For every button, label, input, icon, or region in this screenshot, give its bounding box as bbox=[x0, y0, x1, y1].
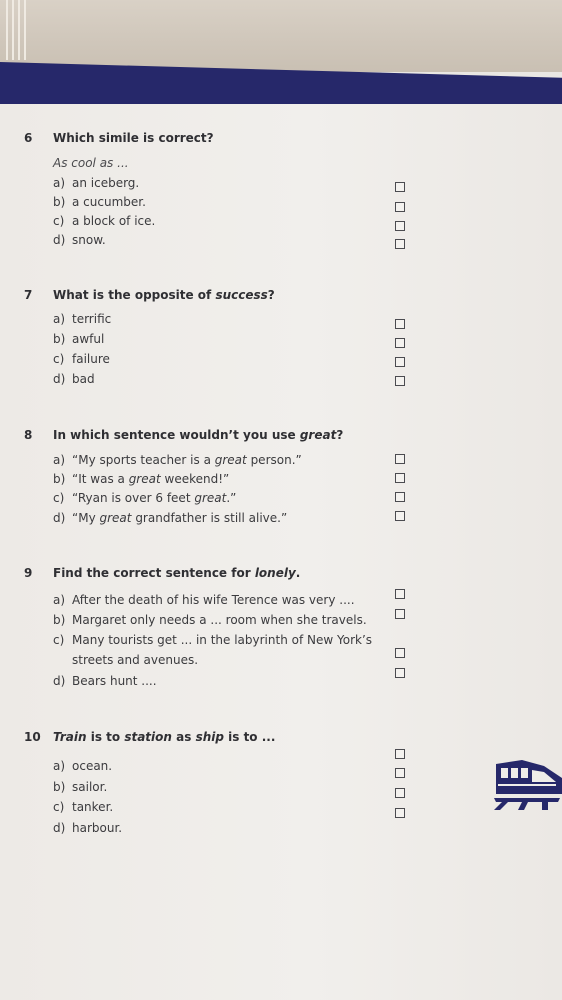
checkbox-a[interactable] bbox=[395, 319, 405, 329]
checkbox-b[interactable] bbox=[395, 473, 405, 483]
question-number: 7 bbox=[24, 288, 33, 302]
checkbox-d[interactable] bbox=[395, 239, 405, 249]
question-text: Which simile is correct? bbox=[53, 131, 214, 145]
option-d: d) “My great grandfather is still alive.” bbox=[53, 511, 288, 525]
question-number: 10 bbox=[24, 730, 41, 744]
option-b: b) Margaret only needs a ... room when she travels. bbox=[53, 613, 367, 627]
checkbox-c[interactable] bbox=[395, 648, 405, 658]
checkbox-d[interactable] bbox=[395, 668, 405, 678]
option-a: a) After the death of his wife Terence was very .... bbox=[53, 593, 355, 607]
option-a: a) terrific bbox=[53, 312, 112, 326]
checkbox-c[interactable] bbox=[395, 788, 405, 798]
train-icon bbox=[492, 754, 562, 814]
checkbox-b[interactable] bbox=[395, 338, 405, 348]
option-c: c) Many tourists get ... in the labyrinth of New York’s bbox=[53, 633, 373, 647]
option-b: b) “It was a great weekend!” bbox=[53, 472, 230, 486]
checkbox-c[interactable] bbox=[395, 357, 405, 367]
option-a: a) “My sports teacher is a great person.” bbox=[53, 453, 302, 467]
checkbox-c[interactable] bbox=[395, 221, 405, 231]
question-number: 8 bbox=[24, 428, 33, 442]
option-c: c) failure bbox=[53, 352, 110, 366]
checkbox-d[interactable] bbox=[395, 376, 405, 386]
question-number: 9 bbox=[24, 566, 33, 580]
checkbox-c[interactable] bbox=[395, 492, 405, 502]
option-b: b) a cucumber. bbox=[53, 195, 146, 209]
option-c: c) “Ryan is over 6 feet great.” bbox=[53, 491, 237, 505]
option-a: a) an iceberg. bbox=[53, 176, 140, 190]
question-text: Find the correct sentence for lonely. bbox=[53, 566, 301, 580]
option-c: c) tanker. bbox=[53, 800, 114, 814]
previous-pages-edge bbox=[0, 0, 562, 72]
question-number: 6 bbox=[24, 131, 33, 145]
option-c-continued: streets and avenues. bbox=[72, 653, 199, 667]
checkbox-a[interactable] bbox=[395, 749, 405, 759]
question-text: In which sentence wouldn’t you use great? bbox=[53, 428, 344, 442]
option-b: b) awful bbox=[53, 332, 105, 346]
checkbox-a[interactable] bbox=[395, 182, 405, 192]
checkbox-d[interactable] bbox=[395, 511, 405, 521]
option-d: d) harbour. bbox=[53, 821, 123, 835]
option-d: d) snow. bbox=[53, 233, 106, 247]
question-text: What is the opposite of success? bbox=[53, 288, 275, 302]
option-c: c) a block of ice. bbox=[53, 214, 156, 228]
option-a: a) ocean. bbox=[53, 759, 113, 773]
checkbox-a[interactable] bbox=[395, 589, 405, 599]
question-text: Train is to station as ship is to ... bbox=[53, 730, 276, 744]
checkbox-d[interactable] bbox=[395, 808, 405, 818]
checkbox-b[interactable] bbox=[395, 202, 405, 212]
checkbox-b[interactable] bbox=[395, 768, 405, 778]
option-b: b) sailor. bbox=[53, 780, 108, 794]
checkbox-b[interactable] bbox=[395, 609, 405, 619]
checkbox-a[interactable] bbox=[395, 454, 405, 464]
option-d: d) bad bbox=[53, 372, 95, 386]
option-d: d) Bears hunt .... bbox=[53, 674, 157, 688]
question-lead: As cool as ... bbox=[53, 156, 129, 170]
